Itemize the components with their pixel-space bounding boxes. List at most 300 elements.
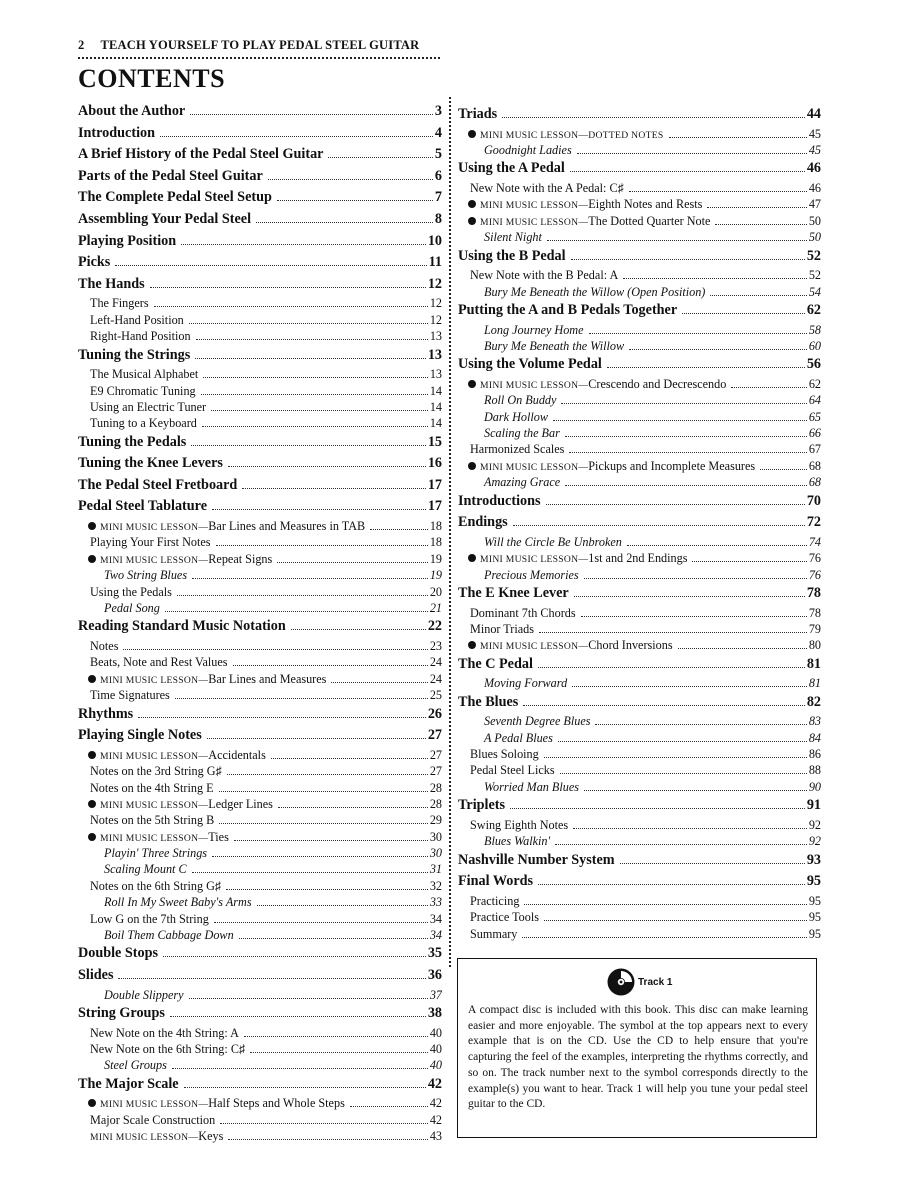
- lesson-prefix: MINI MUSIC LESSON—: [480, 554, 589, 566]
- running-title: TEACH YOURSELF TO PLAY PEDAL STEEL GUITAR: [100, 38, 420, 52]
- page-ref: 35: [427, 945, 442, 962]
- toc-entry: [78, 1003, 442, 1025]
- dot-leader: [331, 682, 427, 683]
- toc-subentry: [78, 1025, 442, 1041]
- bullet-icon: [88, 1099, 96, 1107]
- lesson-title: Half Steps and Whole Steps: [208, 1096, 345, 1111]
- dot-leader: [250, 1052, 428, 1053]
- toc-entry: [458, 246, 821, 268]
- entry-title: Roll In My Sweet Baby's Arms: [104, 895, 252, 910]
- entry-title: Will the Circle Be Unbroken: [484, 534, 622, 549]
- page-ref: 68: [808, 458, 821, 473]
- lesson-prefix: MINI MUSIC LESSON—: [480, 461, 589, 473]
- toc-song-entry: [458, 675, 821, 691]
- dot-leader: [118, 978, 425, 979]
- toc-entry: [78, 704, 442, 726]
- page-ref: 52: [808, 268, 821, 283]
- dot-leader: [256, 222, 433, 223]
- entry-title: Boil Them Cabbage Down: [104, 928, 234, 943]
- toc-subentry: [458, 621, 821, 637]
- entry-title: E9 Chromatic Tuning: [90, 383, 196, 398]
- dot-leader: [163, 956, 426, 957]
- page-ref: 91: [806, 797, 821, 814]
- toc-entry: [458, 795, 821, 817]
- toc-entry: [458, 692, 821, 714]
- dot-leader: [154, 306, 428, 307]
- entry-title: New Note on the 6th String: C♯: [90, 1041, 246, 1056]
- dot-leader: [538, 667, 805, 668]
- dot-leader: [553, 420, 807, 421]
- page-ref: 18: [429, 535, 442, 550]
- page-ref: 82: [806, 693, 821, 710]
- lesson-title: Pickups and Incomplete Measures: [588, 458, 756, 473]
- entry-title: [88, 829, 229, 845]
- lesson-prefix: MINI MUSIC LESSON—: [100, 799, 209, 811]
- dot-leader: [561, 403, 806, 404]
- dot-leader: [570, 171, 805, 172]
- entry-title: Using the B Pedal: [458, 247, 566, 264]
- page-ref: 40: [429, 1058, 442, 1073]
- page-ref: 14: [429, 416, 442, 431]
- toc-song-entry: [458, 392, 821, 408]
- toc-subentry: [78, 328, 442, 344]
- toc-subentry: [458, 817, 821, 833]
- dot-leader: [172, 1068, 428, 1069]
- toc-lesson-entry: [78, 829, 442, 845]
- track-label: Track 1: [638, 976, 673, 988]
- entry-title: Summary: [470, 926, 518, 941]
- toc-song-entry: [78, 987, 442, 1003]
- toc-subentry: [78, 534, 442, 550]
- lesson-prefix: MINI MUSIC LESSON—: [480, 641, 589, 653]
- dot-leader: [620, 863, 805, 864]
- page-ref: 81: [806, 655, 821, 672]
- toc-subentry: [458, 909, 821, 925]
- entry-title: Pedal Song: [104, 601, 160, 615]
- lesson-prefix: MINI MUSIC LESSON—: [100, 522, 209, 534]
- toc-subentry: [78, 399, 442, 415]
- page-ref: 16: [427, 455, 442, 472]
- page-ref: 32: [429, 878, 442, 893]
- entry-title: [90, 1128, 223, 1144]
- entry-title: Using an Electric Tuner: [90, 399, 207, 414]
- bullet-icon: [88, 800, 96, 808]
- entry-title: Pedal Steel Licks: [470, 763, 555, 778]
- page-ref: 74: [808, 534, 821, 549]
- page-ref: 88: [808, 763, 821, 778]
- bullet-icon: [468, 217, 476, 225]
- entry-title: Minor Triads: [470, 621, 535, 636]
- entry-title: Introduction: [78, 124, 155, 141]
- entry-title: Double Slippery: [104, 987, 184, 1002]
- page-ref: 78: [806, 584, 821, 601]
- page-ref: 12: [429, 312, 442, 327]
- dot-leader: [175, 698, 428, 699]
- entry-title: Nashville Number System: [458, 851, 615, 868]
- page-ref: 29: [429, 813, 442, 828]
- lesson-prefix: MINI MUSIC LESSON—: [100, 1099, 209, 1111]
- header-rule: [78, 57, 440, 59]
- toc-subentry: [458, 441, 821, 457]
- page-ref: 60: [808, 338, 821, 353]
- dot-leader: [212, 856, 428, 857]
- dot-leader: [682, 313, 805, 314]
- entry-title: Dark Hollow: [484, 409, 548, 424]
- page-ref: 93: [806, 851, 821, 868]
- lesson-title: Chord Inversions: [588, 638, 673, 653]
- page-ref: 28: [429, 780, 442, 795]
- toc-entry: [78, 965, 442, 987]
- toc-entry: [78, 616, 442, 638]
- entry-title: Beats, Note and Rest Values: [90, 655, 228, 670]
- toc-entry: [458, 654, 821, 676]
- page-ref: 11: [428, 254, 442, 271]
- toc-song-entry: [78, 927, 442, 943]
- entry-title: Right-Hand Position: [90, 329, 191, 344]
- dot-leader: [627, 545, 807, 546]
- dot-leader: [192, 578, 428, 579]
- dot-leader: [572, 686, 807, 687]
- entry-title: Endings: [458, 514, 508, 531]
- toc-song-entry: [458, 474, 821, 490]
- toc-lesson-entry: [78, 518, 442, 534]
- dot-leader: [211, 410, 428, 411]
- entry-title: Silent Night: [484, 230, 542, 245]
- page-ref: 95: [806, 873, 821, 890]
- page-ref: 26: [427, 705, 442, 722]
- entry-title: Reading Standard Music Notation: [78, 618, 286, 635]
- toc-entry: [78, 252, 442, 274]
- dot-leader: [184, 1087, 426, 1088]
- toc-subentry: [458, 605, 821, 621]
- page-ref: 64: [808, 393, 821, 408]
- entry-title: Putting the A and B Pedals Together: [458, 301, 678, 318]
- lesson-title: Ledger Lines: [208, 796, 273, 811]
- page-ref: 50: [808, 213, 821, 228]
- toc-song-entry: [458, 338, 821, 354]
- page-ref: 79: [808, 621, 821, 636]
- lesson-title: Ties: [208, 829, 229, 844]
- toc-lesson-entry: [78, 1128, 442, 1144]
- toc-song-entry: [458, 284, 821, 300]
- entry-title: The Major Scale: [78, 1075, 179, 1092]
- page-ref: 27: [429, 747, 442, 762]
- page-ref: 76: [808, 551, 821, 566]
- page-ref: 44: [806, 106, 821, 122]
- cd-icon: [606, 967, 636, 997]
- toc-entry: [78, 432, 442, 454]
- toc-subentry: [458, 180, 821, 196]
- page-ref: 45: [808, 126, 821, 141]
- entry-title: Notes on the 4th String E: [90, 780, 214, 795]
- dot-leader: [207, 738, 426, 739]
- toc-subentry: [458, 267, 821, 283]
- lesson-prefix: MINI MUSIC LESSON—: [480, 216, 589, 228]
- page-ref: 45: [808, 142, 821, 157]
- lesson-title: Eighth Notes and Rests: [588, 197, 703, 212]
- toc-lesson-entry: [78, 1095, 442, 1111]
- entry-title: [88, 518, 365, 534]
- entry-title: Amazing Grace: [484, 475, 561, 490]
- page-ref: 78: [808, 605, 821, 620]
- page-ref: 30: [429, 829, 442, 844]
- page-ref: 56: [806, 356, 821, 373]
- page-ref: 4: [434, 124, 442, 141]
- dot-leader: [150, 287, 426, 288]
- toc-entry: [458, 512, 821, 534]
- entry-title: Notes on the 3rd String G♯: [90, 764, 222, 779]
- page-ref: 21: [429, 601, 442, 615]
- dot-leader: [291, 629, 426, 630]
- page-ref: 13: [427, 346, 442, 363]
- dot-leader: [226, 889, 428, 890]
- lesson-title: Accidentals: [208, 747, 266, 762]
- dot-leader: [278, 807, 428, 808]
- entry-title: [88, 551, 272, 567]
- dot-leader: [191, 445, 426, 446]
- page-ref: 33: [429, 895, 442, 910]
- lesson-prefix: MINI MUSIC LESSON—: [100, 554, 209, 566]
- lesson-prefix: MINI MUSIC LESSON—: [100, 832, 209, 844]
- entry-title: Rhythms: [78, 705, 134, 722]
- page-ref: 5: [434, 146, 442, 163]
- entry-title: Practice Tools: [470, 910, 539, 925]
- dot-leader: [227, 774, 428, 775]
- dot-leader: [584, 578, 807, 579]
- page-ref: 28: [429, 796, 442, 811]
- dot-leader: [328, 157, 432, 158]
- toc-song-entry: [458, 833, 821, 849]
- entry-title: [468, 126, 664, 142]
- entry-title: The C Pedal: [458, 655, 533, 672]
- toc-subentry: [78, 1041, 442, 1057]
- entry-title: [88, 671, 326, 687]
- entry-title: String Groups: [78, 1005, 165, 1021]
- bullet-icon: [88, 555, 96, 563]
- dot-leader: [181, 244, 426, 245]
- toc-subentry: [78, 584, 442, 600]
- lesson-title: 1st and 2nd Endings: [588, 551, 688, 566]
- page-ref: 42: [429, 1096, 442, 1111]
- toc-entry: [78, 475, 442, 497]
- page-ref: 66: [808, 426, 821, 441]
- dot-leader: [233, 665, 428, 666]
- page-ref: 42: [427, 1075, 442, 1092]
- dot-leader: [201, 394, 428, 395]
- dot-leader: [189, 323, 428, 324]
- page-ref: 22: [427, 618, 442, 635]
- page-ref: 62: [808, 376, 821, 391]
- track-heading: [606, 967, 672, 997]
- page-ref: 76: [808, 567, 821, 582]
- entry-title: Harmonized Scales: [470, 442, 565, 457]
- dot-leader: [165, 611, 428, 612]
- dot-leader: [538, 884, 805, 885]
- dot-leader: [678, 648, 807, 649]
- page-ref: 3: [434, 103, 442, 119]
- toc-subentry: [78, 780, 442, 796]
- entry-title: [468, 637, 673, 653]
- page-ref: 54: [808, 284, 821, 299]
- page-ref: 23: [429, 638, 442, 653]
- page-ref: 13: [429, 329, 442, 344]
- toc-lesson-entry: [458, 213, 821, 229]
- toc-song-entry: [458, 322, 821, 338]
- page-ref: 20: [429, 584, 442, 599]
- dot-leader: [214, 922, 428, 923]
- toc-subentry: [78, 415, 442, 431]
- dot-leader: [502, 117, 805, 118]
- lesson-title: Crescendo and Decrescendo: [588, 376, 727, 391]
- dot-leader: [189, 998, 428, 999]
- dot-leader: [524, 904, 806, 905]
- lesson-prefix: MINI MUSIC LESSON—: [480, 379, 589, 391]
- entry-title: Notes on the 6th String G♯: [90, 878, 222, 893]
- bullet-icon: [468, 641, 476, 649]
- dot-leader: [565, 436, 807, 437]
- toc-subentry: [78, 1112, 442, 1128]
- page-ref: 90: [808, 779, 821, 794]
- page-ref: 34: [429, 928, 442, 943]
- toc-lesson-entry: [458, 458, 821, 474]
- entry-title: Triplets: [458, 797, 506, 814]
- entry-title: Playing Position: [78, 232, 177, 249]
- toc-song-entry: [458, 229, 821, 245]
- entry-title: Bury Me Beneath the Willow: [484, 338, 625, 353]
- dot-leader: [196, 339, 428, 340]
- toc-entry: [78, 187, 442, 209]
- page-number: 2: [78, 38, 85, 52]
- entry-title: Playin' Three Strings: [104, 846, 208, 861]
- entry-title: Swing Eighth Notes: [470, 817, 569, 832]
- entry-title: Dominant 7th Chords: [470, 605, 576, 620]
- toc-entry: [78, 274, 442, 296]
- toc-song-entry: [458, 409, 821, 425]
- toc-subentry: [78, 763, 442, 779]
- page-ref: 50: [808, 230, 821, 245]
- entry-title: New Note on the 4th String: A: [90, 1025, 239, 1040]
- lesson-prefix: MINI MUSIC LESSON—: [100, 674, 209, 686]
- entry-title: Playing Your First Notes: [90, 535, 211, 550]
- lesson-prefix: MINI MUSIC LESSON—: [100, 750, 209, 762]
- dot-leader: [715, 224, 806, 225]
- page-ref: 80: [808, 638, 821, 653]
- page-ref: 13: [429, 367, 442, 382]
- entry-title: Using the Volume Pedal: [458, 356, 602, 373]
- dot-leader: [544, 757, 807, 758]
- dot-leader: [239, 938, 428, 939]
- page-ref: 72: [806, 514, 821, 531]
- bullet-icon: [468, 554, 476, 562]
- bullet-icon: [88, 751, 96, 759]
- page-ref: 19: [429, 551, 442, 566]
- dot-leader: [760, 469, 807, 470]
- toc-lesson-entry: [458, 126, 821, 142]
- toc-subentry: [458, 746, 821, 762]
- dot-leader: [219, 823, 428, 824]
- toc-song-entry: [458, 534, 821, 550]
- toc-entry: [458, 104, 821, 126]
- toc-lesson-entry: [458, 637, 821, 653]
- track-description: A compact disc is included with this book. This disc can make learning easier and more enjoyable. The symbol at the top appears next to every example that is on the CD. Use the CD to help ensure that you're capturing the feel of the examples, interpreting the rhythms correctly, and so on. The track number next to the symbol corresponds directly to the example(s) you want to hear. Track 1 will help you tune your pedal steel guitar to the CD.: [468, 1004, 808, 1111]
- toc-entry: [458, 871, 821, 893]
- entry-title: Steel Groups: [104, 1058, 167, 1073]
- entry-title: Two String Blues: [104, 568, 188, 583]
- dot-leader: [202, 426, 428, 427]
- toc-entry: [458, 583, 821, 605]
- toc-entry: [78, 144, 442, 166]
- entry-title: Tuning the Pedals: [78, 433, 187, 450]
- entry-title: Assembling Your Pedal Steel: [78, 210, 252, 227]
- toc-song-entry: [78, 567, 442, 583]
- page-ref: 14: [429, 399, 442, 414]
- dot-leader: [547, 240, 807, 241]
- entry-title: Pedal Steel Tablature: [78, 498, 208, 515]
- entry-title: [468, 196, 702, 212]
- entry-title: Introductions: [458, 492, 541, 509]
- toc-subentry: [78, 383, 442, 399]
- toc-entry: [78, 101, 442, 123]
- entry-title: Playing Single Notes: [78, 727, 202, 744]
- dot-leader: [707, 207, 806, 208]
- page-ref: 38: [427, 1005, 442, 1021]
- entry-title: [468, 458, 755, 474]
- dot-leader: [190, 114, 433, 115]
- entry-title: Seventh Degree Blues: [484, 714, 591, 729]
- toc-lesson-entry: [458, 376, 821, 392]
- entry-title: New Note with the B Pedal: A: [470, 268, 619, 283]
- dot-leader: [257, 905, 428, 906]
- dot-leader: [510, 808, 805, 809]
- entry-title: About the Author: [78, 103, 186, 119]
- entry-title: Bury Me Beneath the Willow (Open Position): [484, 284, 706, 299]
- bullet-icon: [88, 833, 96, 841]
- entry-title: Long Journey Home: [484, 322, 584, 337]
- lesson-title: Repeat Signs: [208, 551, 273, 566]
- entry-title: Using the Pedals: [90, 584, 172, 599]
- page-ref: 95: [808, 926, 821, 941]
- bullet-icon: [88, 675, 96, 683]
- page-ref: 52: [806, 247, 821, 264]
- entry-title: [468, 376, 726, 392]
- entry-title: Practicing: [470, 893, 520, 908]
- dot-leader: [555, 844, 807, 845]
- lesson-title: Bar Lines and Measures in TAB: [208, 519, 366, 534]
- dot-leader: [350, 1106, 428, 1107]
- toc-entry: [78, 496, 442, 518]
- toc-entry: [78, 453, 442, 475]
- page-ref: 83: [808, 714, 821, 729]
- entry-title: [88, 747, 266, 763]
- entry-title: Time Signatures: [90, 688, 170, 703]
- entry-title: Precious Memories: [484, 567, 579, 582]
- dot-leader: [228, 466, 426, 467]
- toc-entry: [78, 231, 442, 253]
- toc-song-entry: [458, 713, 821, 729]
- entry-title: The Complete Pedal Steel Setup: [78, 189, 272, 206]
- toc-entry: [458, 300, 821, 322]
- toc-entry: [458, 850, 821, 872]
- toc-subentry: [458, 762, 821, 778]
- entry-title: Notes: [90, 638, 119, 653]
- page-ref: 92: [808, 834, 821, 849]
- page-ref: 70: [806, 492, 821, 509]
- dot-leader: [574, 596, 805, 597]
- entry-title: [468, 550, 687, 566]
- toc-subentry: [78, 812, 442, 828]
- lesson-title: Bar Lines and Measures: [208, 671, 327, 686]
- entry-title: Tuning the Strings: [78, 346, 191, 363]
